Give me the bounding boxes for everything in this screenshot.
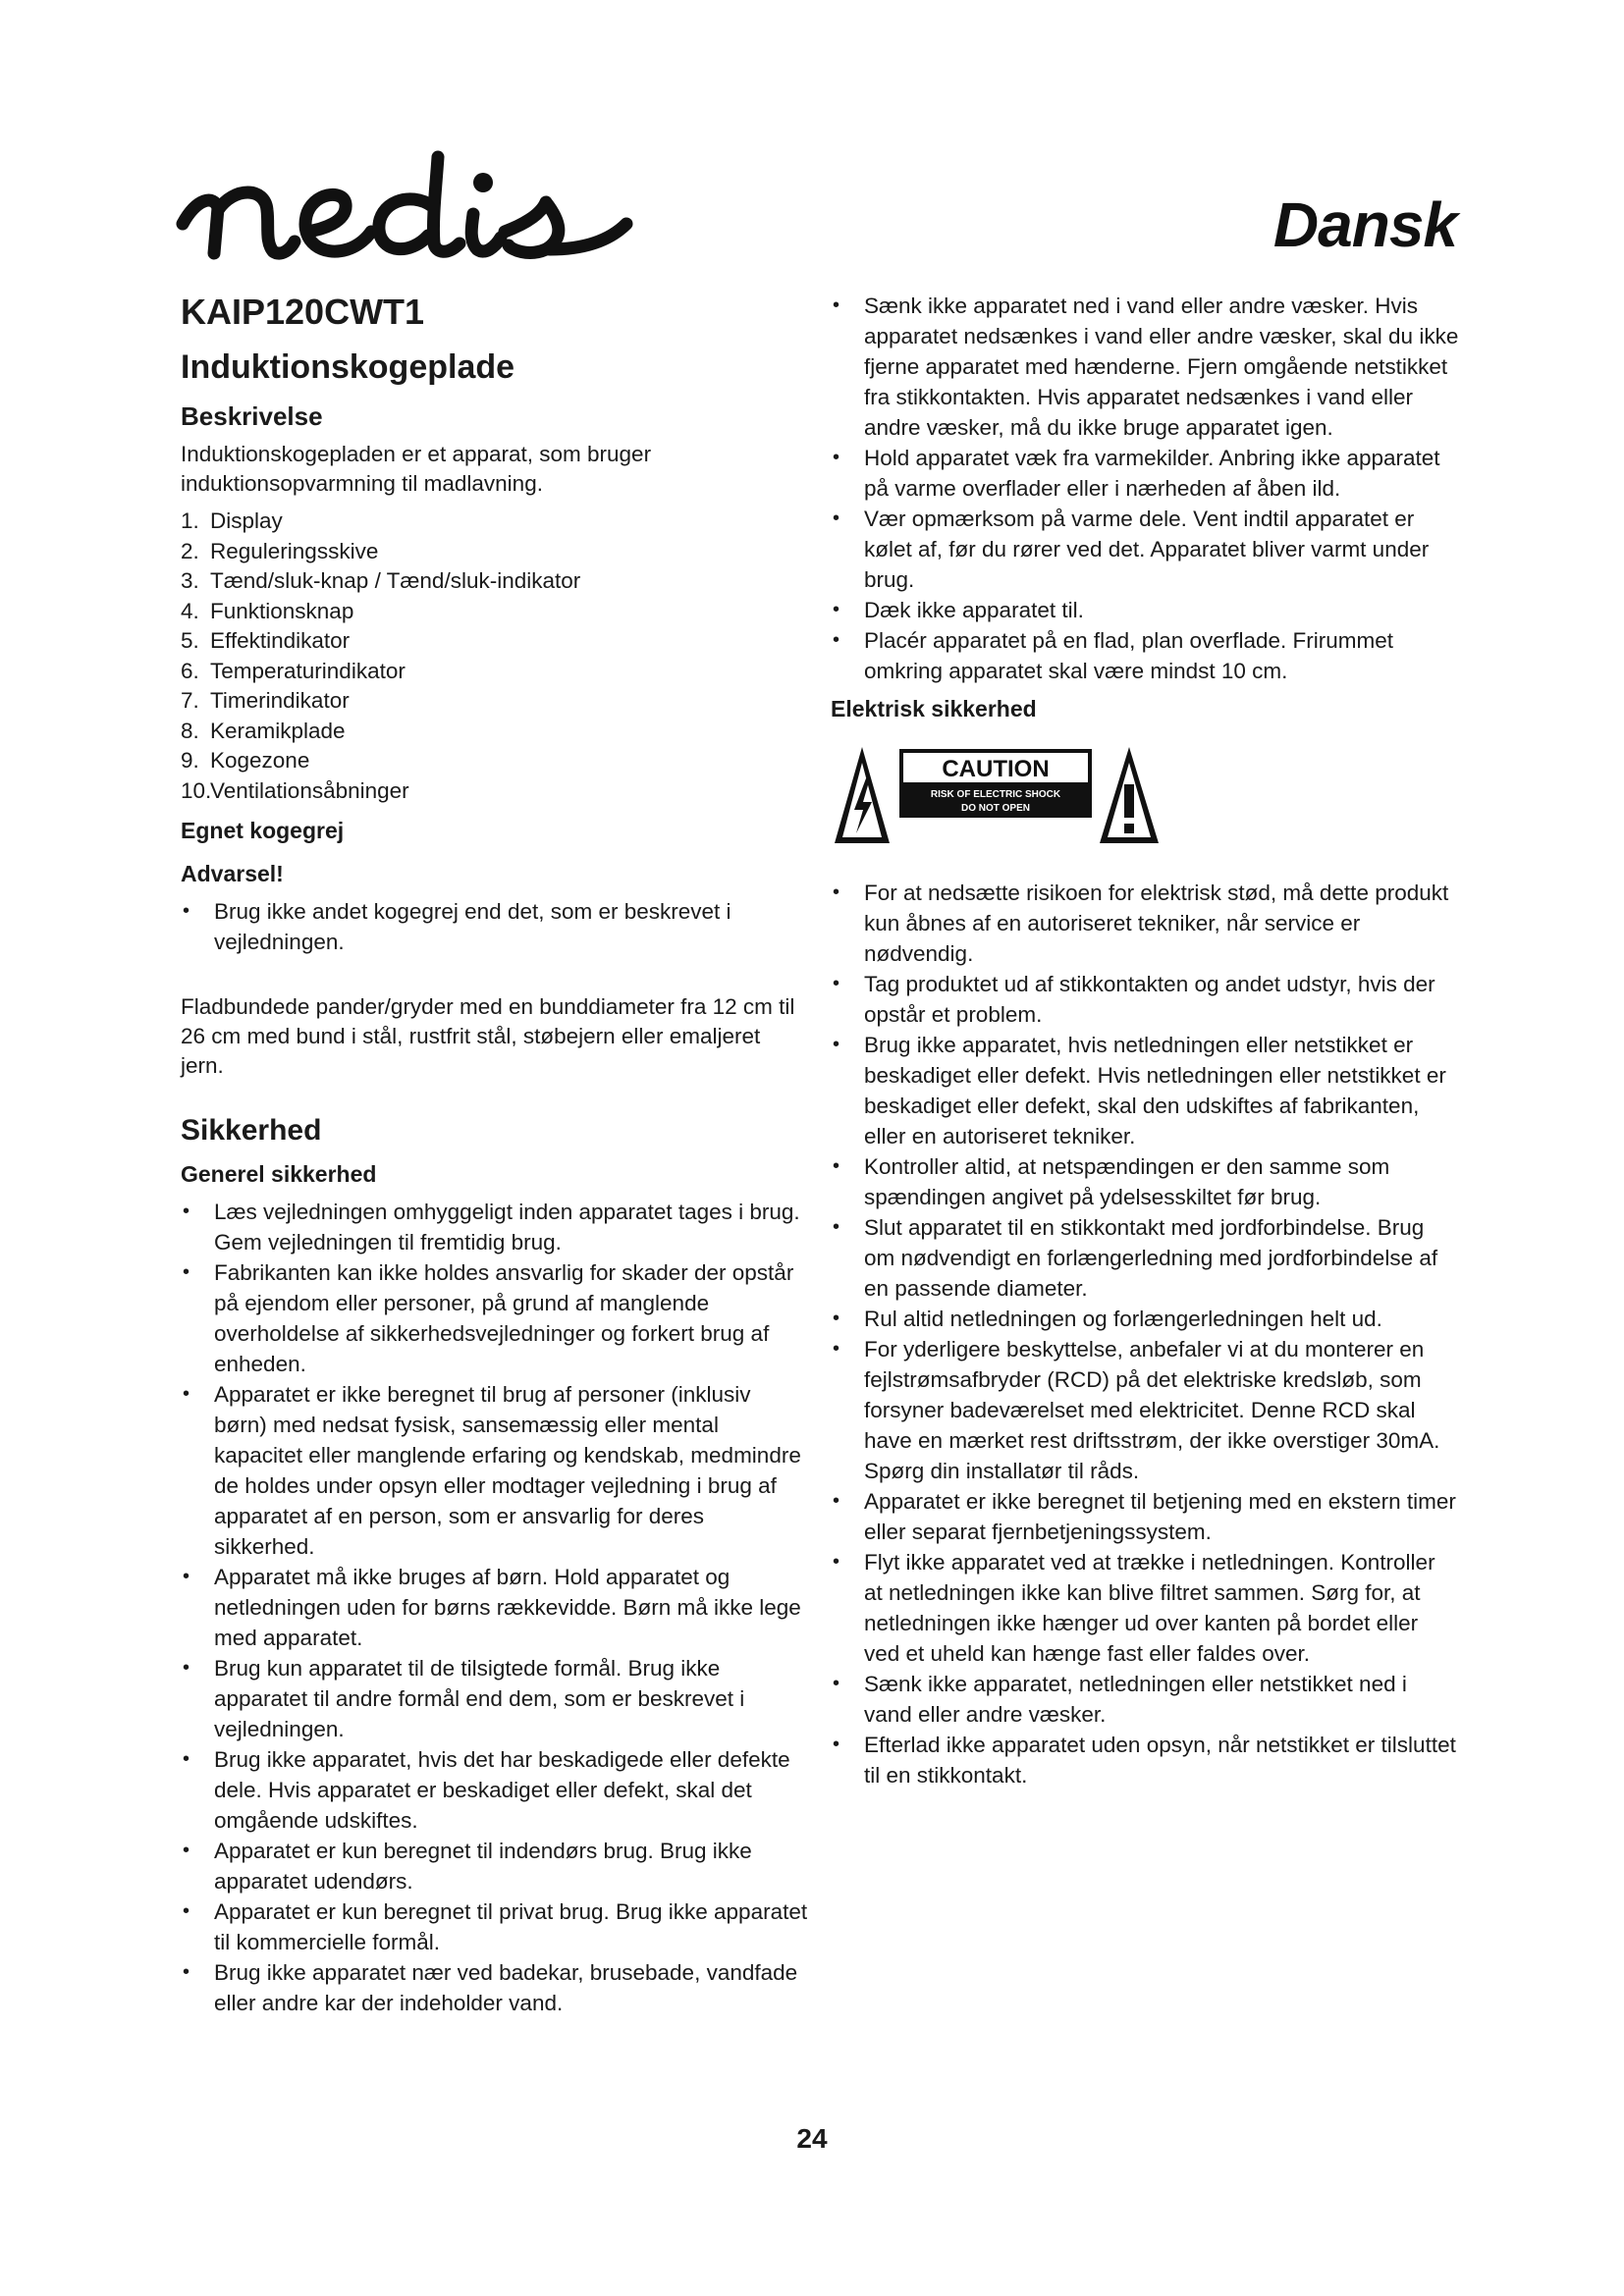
- list-item: • Brug kun apparatet til de tilsigtede formål. Brug ikke apparatet til andre formål end dem, som er beskrevet i vejledningen.: [181, 1653, 809, 1744]
- list-item: 8. Keramikplade: [181, 718, 346, 743]
- list-item: 2. Reguleringsskive: [181, 538, 379, 563]
- list-item: 9. Kogezone: [181, 748, 310, 773]
- list-item: 3. Tænd/sluk-knap / Tænd/sluk-indikator: [181, 568, 581, 593]
- electric-shock-warning-icon: [835, 747, 890, 843]
- description-heading: Beskrivelse: [181, 401, 323, 431]
- general-safety-heading: Generel sikkerhed: [181, 1161, 377, 1187]
- general-safety-list-continued: [831, 291, 1459, 686]
- list-item: • Placér apparatet på en flad, plan overflade. Frirummet omkring apparatet skal være mindst 10 cm.: [831, 625, 1459, 686]
- list-item: • Rul altid netledningen og forlængerledningen helt ud.: [831, 1304, 1459, 1334]
- caution-line2: DO NOT OPEN: [960, 803, 1031, 814]
- electrical-safety-list: [831, 878, 1459, 1790]
- right-column: [831, 291, 1459, 1798]
- list-item: • Hold apparatet væk fra varmekilder. Anbring ikke apparatet på varme overflader eller i nærheden af åben ild.: [831, 443, 1459, 504]
- list-item: • Fabrikanten kan ikke holdes ansvarlig for skader der opstår på ejendom eller personer, på grund af manglende overholdelse af sikkerhedsvejledninger og forkert brug af enheden.: [181, 1257, 809, 1379]
- cookware-text: Fladbundede pander/gryder med en bunddiameter fra 12 cm til 26 cm med bund i stål, rustfrit stål, støbejern eller emaljeret jern.: [181, 994, 795, 1078]
- list-item: • Apparatet er kun beregnet til indendørs brug. Brug ikke apparatet udendørs.: [181, 1836, 809, 1896]
- left-column: [181, 291, 809, 2026]
- list-item: • Brug ikke andet kogegrej end det, som er beskrevet i vejledningen.: [181, 896, 809, 957]
- list-item: 7. Timerindikator: [181, 688, 350, 713]
- caution-title: CAUTION: [942, 756, 1050, 782]
- product-title: Induktionskogeplade: [181, 348, 515, 386]
- list-item: • Kontroller altid, at netspændingen er den samme som spændingen angivet på ydelsesskiltet før brug.: [831, 1151, 1459, 1212]
- logo-text: nedis: [175, 147, 178, 148]
- list-item: • Sænk ikke apparatet, netledningen eller netstikket ned i vand eller andre væsker.: [831, 1669, 1459, 1730]
- caution-line1: RISK OF ELECTRIC SHOCK: [930, 789, 1061, 800]
- list-item: 5. Effektindikator: [181, 628, 351, 653]
- list-item: 10.Ventilationsåbninger: [181, 777, 409, 803]
- description-text: Induktionskogepladen er et apparat, som bruger induktionsopvarmning til madlavning.: [181, 442, 652, 496]
- language-title: Dansk: [1272, 189, 1457, 260]
- list-item: • For yderligere beskyttelse, anbefaler vi at du monterer en fejlstrømsafbryder (RCD) på det elektriske kredsløb, som forsyner badeværelset med elektricitet. Denne RCD skal have en mærket rest driftsstrøm, der ikke overstiger 30mA. Spørg din installatør til råds.: [831, 1334, 1459, 1486]
- list-item: • Apparatet må ikke bruges af børn. Hold apparatet og netledningen uden for børns rækkevidde. Børn må ikke lege med apparatet.: [181, 1562, 809, 1653]
- electrical-safety-heading: Elektrisk sikkerhed: [831, 696, 1037, 721]
- list-item: 6. Temperaturindikator: [181, 658, 406, 683]
- list-item: • Vær opmærksom på varme dele. Vent indtil apparatet er kølet af, før du rører ved det. Apparatet bliver varmt under brug.: [831, 504, 1459, 595]
- list-item: • Brug ikke apparatet nær ved badekar, brusebade, vandfade eller andre kar der indeholder vand.: [181, 1957, 809, 2018]
- safety-heading: Sikkerhed: [181, 1114, 322, 1147]
- list-item: • Læs vejledningen omhyggeligt inden apparatet tages i brug. Gem vejledningen til fremtidig brug.: [181, 1197, 809, 1257]
- list-item: • Dæk ikke apparatet til.: [831, 595, 1459, 625]
- list-item: • Tag produktet ud af stikkontakten og andet udstyr, hvis der opstår et problem.: [831, 969, 1459, 1030]
- list-item: • Apparatet er ikke beregnet til betjening med en ekstern timer eller separat fjernbetjeningssystem.: [831, 1486, 1459, 1547]
- nedis-logo: [175, 147, 636, 280]
- caution-label: [831, 741, 1164, 849]
- warning-list: [181, 896, 809, 957]
- model-number: KAIP120CWT1: [181, 292, 425, 332]
- list-item: • Apparatet er kun beregnet til privat brug. Brug ikke apparatet til kommercielle formål.: [181, 1896, 809, 1957]
- list-item: • For at nedsætte risikoen for elektrisk stød, må dette produkt kun åbnes af en autoriseret tekniker, når service er nødvendig.: [831, 878, 1459, 969]
- parts-list: [181, 507, 809, 806]
- page-number: 24: [796, 2123, 828, 2154]
- list-item: • Brug ikke apparatet, hvis det har beskadigede eller defekte dele. Hvis apparatet er beskadiget eller defekt, skal det omgående udskiftes.: [181, 1744, 809, 1836]
- list-item: • Slut apparatet til en stikkontakt med jordforbindelse. Brug om nødvendigt en forlængerledning med jordforbindelse af en passende diameter.: [831, 1212, 1459, 1304]
- list-item: 4. Funktionsknap: [181, 598, 354, 623]
- list-item: 1. Display: [181, 508, 283, 533]
- warning-heading: Advarsel!: [181, 861, 284, 886]
- list-item: • Apparatet er ikke beregnet til brug af personer (inklusiv børn) med nedsat fysisk, sansemæssig eller mental kapacitet eller manglende erfaring og kendskab, medmindre de holdes under opsyn eller modtager vejledning i brug af apparatet af en person, som er ansvarlig for deres sikkerhed.: [181, 1379, 809, 1562]
- list-item: • Brug ikke apparatet, hvis netledningen eller netstikket er beskadiget eller defekt. Hvis netledningen eller netstikket er beskadiget eller defekt, skal den udskiftes af fabrikanten, eller en autoriseret tekniker.: [831, 1030, 1459, 1151]
- general-safety-list: [181, 1197, 809, 2018]
- list-item: • Sænk ikke apparatet ned i vand eller andre væsker. Hvis apparatet nedsænkes i vand eller andre væsker, skal du ikke fjerne apparatet med hænderne. Fjern omgående netstikket fra stikkontakten. Hvis apparatet nedsænkes i vand eller andre væsker, må du ikke bruge apparatet igen.: [831, 291, 1459, 443]
- cookware-heading: Egnet kogegrej: [181, 818, 345, 843]
- list-item: • Flyt ikke apparatet ved at trække i netledningen. Kontroller at netledningen ikke kan blive filtret sammen. Sørg for, at netledningen ikke hænger ud over kanten på bordet eller ved et uheld kan hænge fast eller faldes over.: [831, 1547, 1459, 1669]
- exclamation-warning-icon: [1100, 747, 1159, 843]
- list-item: • Efterlad ikke apparatet uden opsyn, når netstikket er tilsluttet til en stikkontakt.: [831, 1730, 1459, 1790]
